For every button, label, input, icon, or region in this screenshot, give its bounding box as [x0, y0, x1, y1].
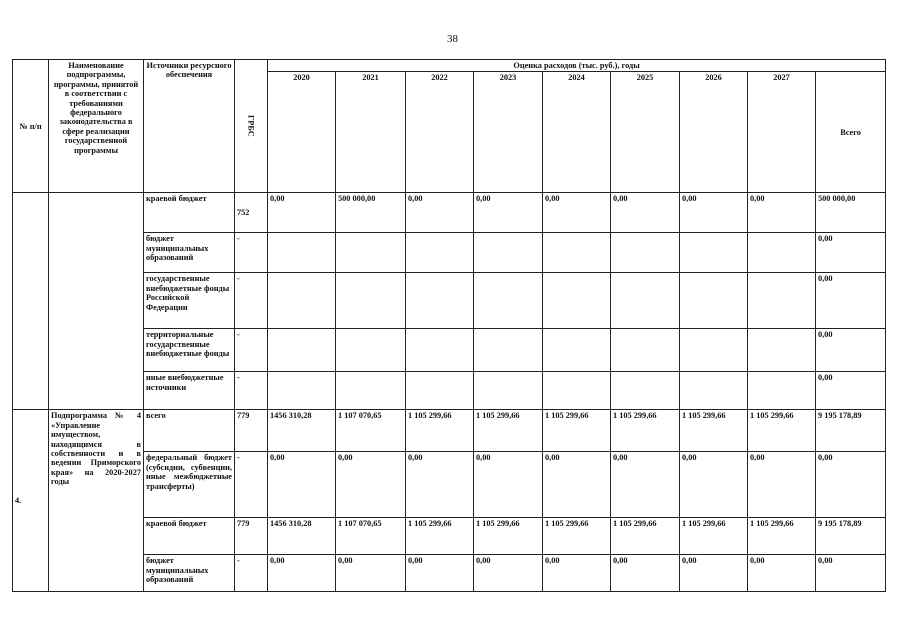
value-cell: 1 105 299,66	[680, 518, 748, 555]
value-cell	[474, 372, 543, 410]
value-cell	[611, 372, 680, 410]
value-cell: 0,00	[543, 555, 611, 592]
header-total: Всего	[816, 72, 886, 193]
table-row	[13, 329, 886, 372]
source-cell: иные внебюджетные источники	[144, 372, 235, 410]
source-cell: бюджет муниципальных образований	[144, 555, 235, 592]
value-cell: 1 105 299,66	[543, 410, 611, 452]
header-year: 2027	[748, 72, 816, 193]
value-cell	[543, 233, 611, 273]
value-cell	[680, 372, 748, 410]
value-cell: 0,00	[406, 193, 474, 233]
value-cell	[748, 233, 816, 273]
grbs-cell: -	[235, 233, 268, 273]
value-cell	[268, 329, 336, 372]
table-row	[13, 233, 886, 273]
value-cell: 1 107 070,65	[336, 518, 406, 555]
value-cell	[474, 233, 543, 273]
source-cell: краевой бюджет	[144, 193, 235, 233]
value-cell	[268, 233, 336, 273]
value-cell: 1 105 299,66	[680, 410, 748, 452]
value-cell: 0,00	[474, 452, 543, 518]
value-cell	[268, 273, 336, 329]
value-cell	[611, 329, 680, 372]
table-row	[13, 372, 886, 410]
header-grbs: ГРБС	[235, 60, 268, 193]
budget-table	[12, 59, 886, 592]
value-cell: 1 105 299,66	[543, 518, 611, 555]
value-cell: 0,00	[268, 555, 336, 592]
row-num-cell	[13, 193, 49, 410]
value-cell	[406, 233, 474, 273]
grbs-cell: -	[235, 273, 268, 329]
value-cell: 1 105 299,66	[611, 410, 680, 452]
value-cell: 0,00	[680, 452, 748, 518]
value-cell	[748, 273, 816, 329]
value-cell: 0,00	[611, 452, 680, 518]
value-cell	[543, 372, 611, 410]
total-cell: 500 000,00	[816, 193, 886, 233]
value-cell	[611, 233, 680, 273]
value-cell: 0,00	[406, 555, 474, 592]
value-cell: 0,00	[680, 193, 748, 233]
subprogram-name: Подпрограмма № 4 «Управление имуществом, находящимся в собственности и в ведении Приморского края» на 2020-2027 годы	[49, 410, 144, 592]
source-cell: территориальные государственные внебюджетные фонды	[144, 329, 235, 372]
value-cell: 0,00	[611, 555, 680, 592]
value-cell: 0,00	[543, 452, 611, 518]
value-cell: 0,00	[336, 452, 406, 518]
source-cell: всего	[144, 410, 235, 452]
grbs-cell: -	[235, 452, 268, 518]
header-year: 2024	[543, 72, 611, 193]
value-cell: 0,00	[748, 452, 816, 518]
value-cell	[406, 372, 474, 410]
value-cell: 0,00	[268, 193, 336, 233]
header-sources: Источники ресурсного обеспечения	[144, 60, 235, 193]
value-cell	[336, 372, 406, 410]
value-cell	[543, 273, 611, 329]
header-num: № п/п	[13, 60, 49, 193]
total-cell: 0,00	[816, 452, 886, 518]
value-cell	[406, 273, 474, 329]
value-cell: 0,00	[336, 555, 406, 592]
source-cell: бюджет муниципальных образований	[144, 233, 235, 273]
value-cell: 1456 310,28	[268, 410, 336, 452]
table-row	[13, 452, 886, 518]
value-cell	[268, 372, 336, 410]
value-cell: 1 107 070,65	[336, 410, 406, 452]
value-cell	[680, 233, 748, 273]
value-cell: 1 105 299,66	[748, 518, 816, 555]
value-cell: 1 105 299,66	[748, 410, 816, 452]
value-cell: 0,00	[268, 452, 336, 518]
value-cell	[336, 329, 406, 372]
value-cell: 0,00	[680, 555, 748, 592]
header-name: Наименование подпрограммы, программы, принятой в соответствии с требованиями федерального законодательства в сфере реализации государственной программы	[49, 60, 144, 193]
grbs-cell: -	[235, 329, 268, 372]
table-row	[13, 555, 886, 592]
value-cell	[680, 273, 748, 329]
value-cell: 0,00	[474, 193, 543, 233]
header-estimate: Оценка расходов (тыс. руб.), годы	[268, 60, 886, 72]
value-cell: 1456 310,28	[268, 518, 336, 555]
value-cell: 1 105 299,66	[611, 518, 680, 555]
value-cell	[748, 329, 816, 372]
header-year: 2026	[680, 72, 748, 193]
table-row	[13, 193, 886, 233]
value-cell	[336, 233, 406, 273]
value-cell: 0,00	[611, 193, 680, 233]
value-cell	[474, 329, 543, 372]
row-num-cell: 4.	[13, 410, 49, 592]
value-cell	[543, 329, 611, 372]
total-cell: 9 195 178,89	[816, 410, 886, 452]
value-cell	[611, 273, 680, 329]
row-name-cell	[49, 193, 144, 410]
header-year: 2020	[268, 72, 336, 193]
table-row	[13, 518, 886, 555]
total-cell: 9 195 178,89	[816, 518, 886, 555]
value-cell: 0,00	[543, 193, 611, 233]
value-cell	[474, 273, 543, 329]
header-year: 2023	[474, 72, 543, 193]
grbs-cell: 779	[235, 518, 268, 555]
value-cell	[336, 273, 406, 329]
total-cell: 0,00	[816, 555, 886, 592]
header-year: 2022	[406, 72, 474, 193]
total-cell: 0,00	[816, 329, 886, 372]
source-cell: государственные внебюджетные фонды Российской Федерации	[144, 273, 235, 329]
value-cell: 0,00	[748, 555, 816, 592]
value-cell: 1 105 299,66	[474, 518, 543, 555]
value-cell	[406, 329, 474, 372]
value-cell: 500 000,00	[336, 193, 406, 233]
value-cell: 1 105 299,66	[406, 410, 474, 452]
value-cell: 0,00	[748, 193, 816, 233]
table-row	[13, 410, 886, 452]
header-year: 2021	[336, 72, 406, 193]
value-cell: 1 105 299,66	[406, 518, 474, 555]
value-cell	[680, 329, 748, 372]
value-cell	[748, 372, 816, 410]
source-cell: краевой бюджет	[144, 518, 235, 555]
grbs-cell: -	[235, 372, 268, 410]
source-cell: федеральный бюджет (субсидии, субвенции, иные межбюджетные трансферты)	[144, 452, 235, 518]
total-cell: 0,00	[816, 233, 886, 273]
header-year: 2025	[611, 72, 680, 193]
value-cell: 1 105 299,66	[474, 410, 543, 452]
grbs-cell: 779	[235, 410, 268, 452]
grbs-cell: 752	[235, 193, 268, 233]
page-number: 38	[447, 33, 458, 45]
grbs-cell: -	[235, 555, 268, 592]
total-cell: 0,00	[816, 372, 886, 410]
value-cell: 0,00	[474, 555, 543, 592]
table-row	[13, 273, 886, 329]
total-cell: 0,00	[816, 273, 886, 329]
value-cell: 0,00	[406, 452, 474, 518]
